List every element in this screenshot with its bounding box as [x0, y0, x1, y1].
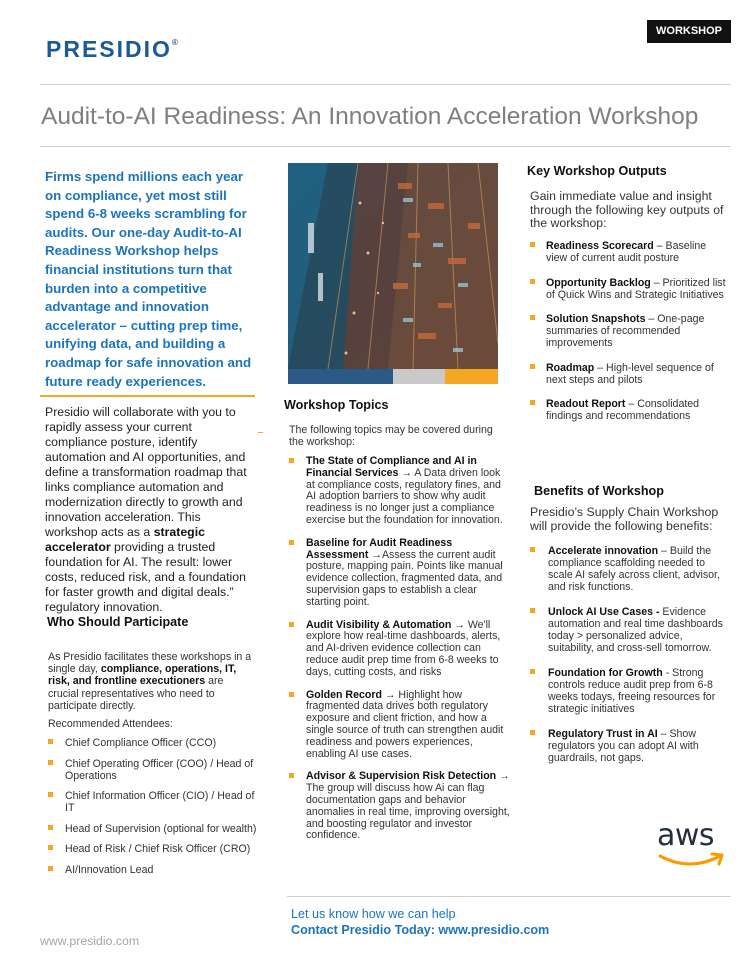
bullet-icon [289, 692, 294, 697]
contact-link[interactable]: Contact Presidio Today: www.presidio.com [291, 923, 550, 937]
benefits-intro: Presidio’s Supply Chain Workshop will provide the following benefits: [530, 505, 719, 533]
intro-body-emphasis: strategic accelerator [45, 525, 205, 554]
topics-heading: Workshop Topics [284, 398, 389, 412]
bullet-icon [530, 279, 535, 284]
workshop-badge: WORKSHOP [647, 20, 731, 43]
stripe-gray [393, 369, 445, 384]
list-item: Unlock AI Use Cases - Evidence automation and real time dashboards today > personalized advice, suitability, and cross-sell tomorrow. [530, 606, 730, 654]
title-divider [40, 146, 731, 147]
bullet-icon [48, 866, 53, 871]
bullet-icon [530, 608, 535, 613]
list-item: AI/Innovation Lead [48, 864, 258, 876]
list-item: Audit Visibility & Automation → We'll explore how real-time dashboards, alerts, and AI-driven evidence collection can reduce audit prep time from 6-8 weeks to days, cutting costs, and risks [289, 620, 511, 679]
list-item: Accelerate innovation – Build the compliance scaffolding needed to scale AI safely across client, advisor, and risk functions. [530, 545, 730, 593]
intro-highlight: Firms spend millions each year on compliance, yet most still spend 6-8 weeks scrambling for audits. Our one-day Audit-to-AI Readiness Workshop helps financial institutions turn that burden into a competitive advantage and innovation accelerator – cutting prep time, unifying data, and building a roadmap for safe innovation and future ready experiences. [45, 169, 252, 389]
list-item: The State of Compliance and AI in Financial Services → A Data driven look at compliance costs, regulatory fines, and AI adoption barriers to show why audit readiness is no longer just a compliance exercise but the foundation for innovation. [289, 456, 511, 527]
list-item: Golden Record → Highlight how fragmented data drives both regulatory exposure and client friction, and how a single source of truth can strengthen audit readiness and powers experiences, enabling AI use cases. [289, 690, 511, 761]
bullet-icon [530, 730, 535, 735]
bullet-icon [289, 458, 294, 463]
list-item: Roadmap – High-level sequence of next steps and pilots [530, 362, 730, 386]
footer-divider [287, 896, 731, 897]
container-port-photo [288, 163, 498, 369]
bullet-icon [530, 400, 535, 405]
who-text-emphasis: compliance, operations, IT, risk, and frontline executioners [48, 663, 237, 688]
list-item: Baseline for Audit Readiness Assessment →Assess the current audit posture, mapping pain. Points like manual evidence collection, fragmented data, and supervision gaps to establish a clear starting point. [289, 538, 511, 609]
intro-body: Presidio will collaborate with you to rapidly assess your current compliance posture, identify automation and AI opportunities, and define a transformation roadmap that links compliance automation and modernization directly to growth and innovation acceleration. This workshop acts as a strategic accelerator providing a trusted foundation for AI. The result: lower costs, reduced risk, and a foundation for faster growth and digital deals.” regulatory innovation. [45, 405, 247, 614]
stripe-blue [288, 369, 393, 384]
bullet-icon [48, 760, 53, 765]
bullet-icon [48, 739, 53, 744]
list-item: Readiness Scorecard – Baseline view of current audit posture [530, 240, 730, 264]
bullet-icon [530, 242, 535, 247]
bullet-icon [530, 669, 535, 674]
outputs-list [530, 240, 730, 435]
top-divider [40, 84, 731, 85]
who-text: As Presidio facilitates these workshops in a single day, compliance, operations, IT, risk, and frontline executioners are crucial representatives who need to participate directly. [48, 651, 252, 712]
bullet-icon [289, 773, 294, 778]
stripe-orange [445, 369, 498, 384]
bullet-icon [48, 845, 53, 850]
list-item: Readout Report – Consolidated findings and recommendations [530, 398, 730, 422]
bullet-icon [530, 315, 535, 320]
list-item: Chief Information Officer (CIO) / Head of IT [48, 790, 258, 814]
page-title: Audit-to-AI Readiness: An Innovation Acceleration Workshop [41, 103, 699, 130]
topics-intro: The following topics may be covered during the workshop: [289, 424, 493, 449]
list-item: Opportunity Backlog – Prioritized list of Quick Wins and Strategic Initiatives [530, 277, 730, 301]
list-item: Head of Risk / Chief Risk Officer (CRO) [48, 843, 258, 855]
color-stripes [288, 369, 498, 384]
attendee-list [48, 737, 258, 884]
bullet-icon [530, 547, 535, 552]
list-item: Head of Supervision (optional for wealth) [48, 823, 258, 835]
outputs-intro: Gain immediate value and insight through the following key outputs of the workshop: [530, 189, 724, 230]
list-item: Solution Snapshots – One-page summaries of recommended improvements [530, 313, 730, 349]
outputs-heading: Key Workshop Outputs [527, 164, 667, 178]
presidio-logo: PRESIDIO® [46, 36, 178, 62]
topics-list [289, 456, 511, 853]
list-item: Chief Operating Officer (COO) / Head of Operations [48, 758, 258, 782]
bullet-icon [48, 792, 53, 797]
list-item: Chief Compliance Officer (CCO) [48, 737, 258, 749]
bullet-icon [289, 622, 294, 627]
bullet-icon [48, 825, 53, 830]
bullet-icon [530, 364, 535, 369]
benefits-heading: Benefits of Workshop [534, 484, 664, 498]
aws-logo: aws [656, 822, 728, 870]
who-heading: Who Should Participate [47, 615, 189, 629]
bullet-icon [289, 540, 294, 545]
cta-line: Let us know how we can help [291, 907, 456, 921]
footer-url[interactable]: www.presidio.com [40, 934, 140, 948]
list-item: Regulatory Trust in AI – Show regulators you can adopt AI with guardrails, not gaps. [530, 728, 730, 764]
accent-tick [258, 432, 263, 433]
accent-divider [40, 395, 255, 397]
recommended-label: Recommended Attendees: [48, 718, 173, 730]
list-item: Foundation for Growth - Strong controls reduce audit prep from 6-8 weeks todays, freeing resources for strategic initiatives [530, 667, 730, 715]
list-item: Advisor & Supervision Risk Detection → The group will discuss how Ai can flag documentation gaps and behavior anomalies in real time, improving oversight, and boosting regulator and investor confidence. [289, 771, 511, 842]
benefits-list [530, 545, 730, 777]
